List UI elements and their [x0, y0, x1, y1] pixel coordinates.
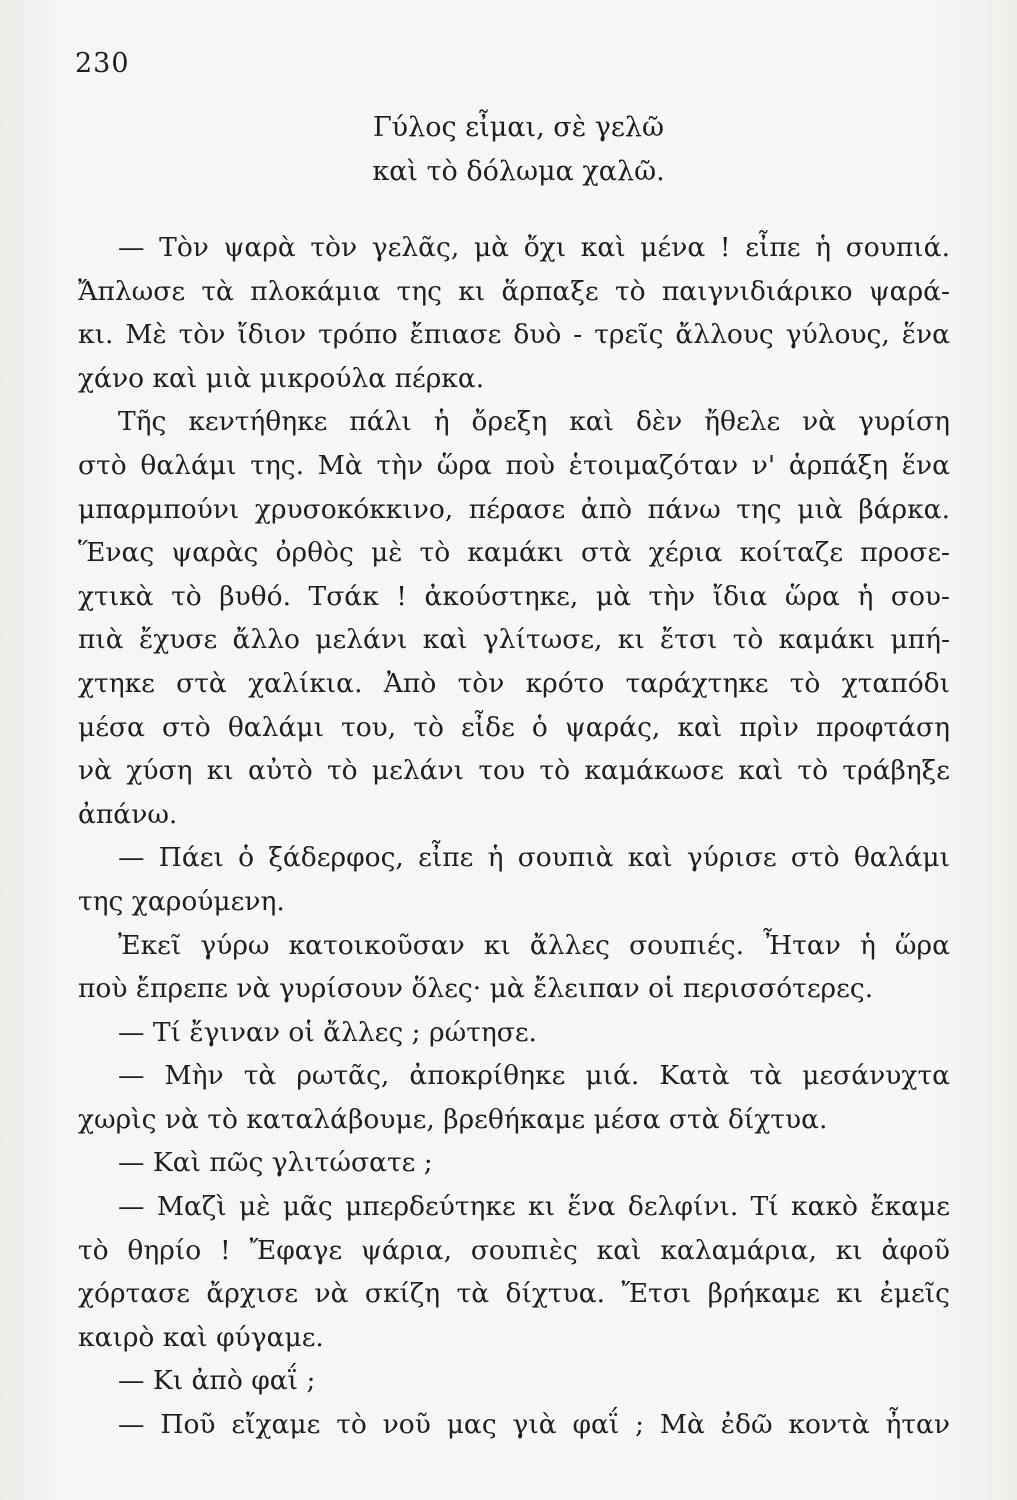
text-line: — Ποῦ εἴχαμε τὸ νοῦ μας γιὰ φαΐ ; Μὰ ἐδῶ κοντὰ ἦταν — [118, 1409, 950, 1441]
text-line: πιὰ ἔχυσε ἄλλο μελάνι καὶ γλίτωσε, κι ἔτσι τὸ καμάκι μπή- — [78, 624, 950, 656]
text-line: μέσα στὸ θαλάμι του, τὸ εἶδε ὁ ψαράς, καὶ πρὶν προφτάση — [78, 711, 950, 743]
text-line: — Τί ἔγιναν οἱ ἄλλες ; ρώτησε. — [118, 1016, 537, 1048]
epigraph-verse — [0, 106, 1017, 193]
text-line: ἀπάνω. — [78, 798, 178, 830]
text-line: ποὺ ἔπρεπε νὰ γυρίσουν ὅλες· μὰ ἔλειπαν οἱ περισσότερες. — [78, 973, 874, 1005]
text-line: — Τὸν ψαρὰ τὸν γελᾶς, μὰ ὄχι καὶ μένα ! εἶπε ἡ σουπιά. — [118, 232, 950, 263]
text-line: — Πάει ὁ ξάδερφος, εἶπε ἡ σουπιὰ καὶ γύρισε στὸ θαλάμι — [118, 842, 950, 874]
text-line: — Μὴν τὰ ρωτᾶς, ἀποκρίθηκε μιά. Κατὰ τὰ μεσάνυχτα — [118, 1060, 950, 1092]
text-line: Ἄπλωσε τὰ πλοκάμια της κι ἅρπαξε τὸ παιγνιδιάρικο ψαρά- — [78, 275, 950, 307]
text-line: χάνο καὶ μιὰ μικρούλα πέρκα. — [78, 362, 485, 394]
text-line: χωρὶς νὰ τὸ καταλάβουμε, βρεθήκαμε μέσα στὰ δίχτυα. — [78, 1103, 828, 1135]
text-line: — Κι ἀπὸ φαΐ ; — [118, 1365, 316, 1397]
text-line: μπαρμπούνι χρυσοκόκκινο, πέρασε ἀπὸ πάνω της μιὰ βάρκα. — [78, 493, 950, 525]
text-line: της χαρούμενη. — [78, 885, 285, 917]
page-number: 230 — [75, 48, 130, 79]
text-line: Ἐκεῖ γύρω κατοικοῦσαν κι ἄλλες σουπιές. Ἦταν ἡ ὥρα — [118, 929, 950, 961]
epigraph-line: Γύλος εἶμαι, σὲ γελῶ — [372, 112, 665, 143]
text-line: κι. Μὲ τὸν ἴδιον τρόπο ἔπιασε δυὸ - τρεῖς ἄλλους γύλους, ἕνα — [78, 319, 950, 351]
epigraph-line: καὶ τὸ δόλωμα χαλῶ. — [372, 155, 665, 187]
text-line: χτικὰ τὸ βυθό. Τσάκ ! ἀκούστηκε, μὰ τὴν ἴδια ὥρα ἡ σου- — [78, 580, 950, 612]
text-line: Τῆς κεντήθηκε πάλι ἡ ὄρεξη καὶ δὲν ἤθελε νὰ γυρίση — [118, 406, 950, 438]
text-line: — Καὶ πῶς γλιτώσατε ; — [118, 1147, 433, 1179]
text-line: χόρτασε ἄρχισε νὰ σκίζη τὰ δίχτυα. Ἔτσι βρήκαμε κι ἐμεῖς — [78, 1278, 950, 1310]
text-line: νὰ χύση κι αὐτὸ τὸ μελάνι του τὸ καμάκωσε καὶ τὸ τράβηξε — [78, 755, 950, 787]
body-text — [78, 226, 950, 1447]
text-line: — Μαζὶ μὲ μᾶς μπερδεύτηκε κι ἕνα δελφίνι. Τί κακὸ ἔκαμε — [118, 1191, 950, 1223]
text-line: τὸ θηρίο ! Ἔφαγε ψάρια, σουπιὲς καὶ καλαμάρια, κι ἀφοῦ — [78, 1234, 950, 1266]
text-line: Ἕνας ψαρὰς ὀρθὸς μὲ τὸ καμάκι στὰ χέρια κοίταζε προσε- — [78, 537, 950, 569]
text-line: χτηκε στὰ χαλίκια. Ἀπὸ τὸν κρότο ταράχτηκε τὸ χταπόδι — [78, 667, 950, 699]
text-line: καιρὸ καὶ φύγαμε. — [78, 1321, 324, 1353]
text-line: στὸ θαλάμι της. Μὰ τὴν ὥρα ποὺ ἑτοιμαζόταν ν' ἁρπάξη ἕνα — [78, 449, 950, 481]
